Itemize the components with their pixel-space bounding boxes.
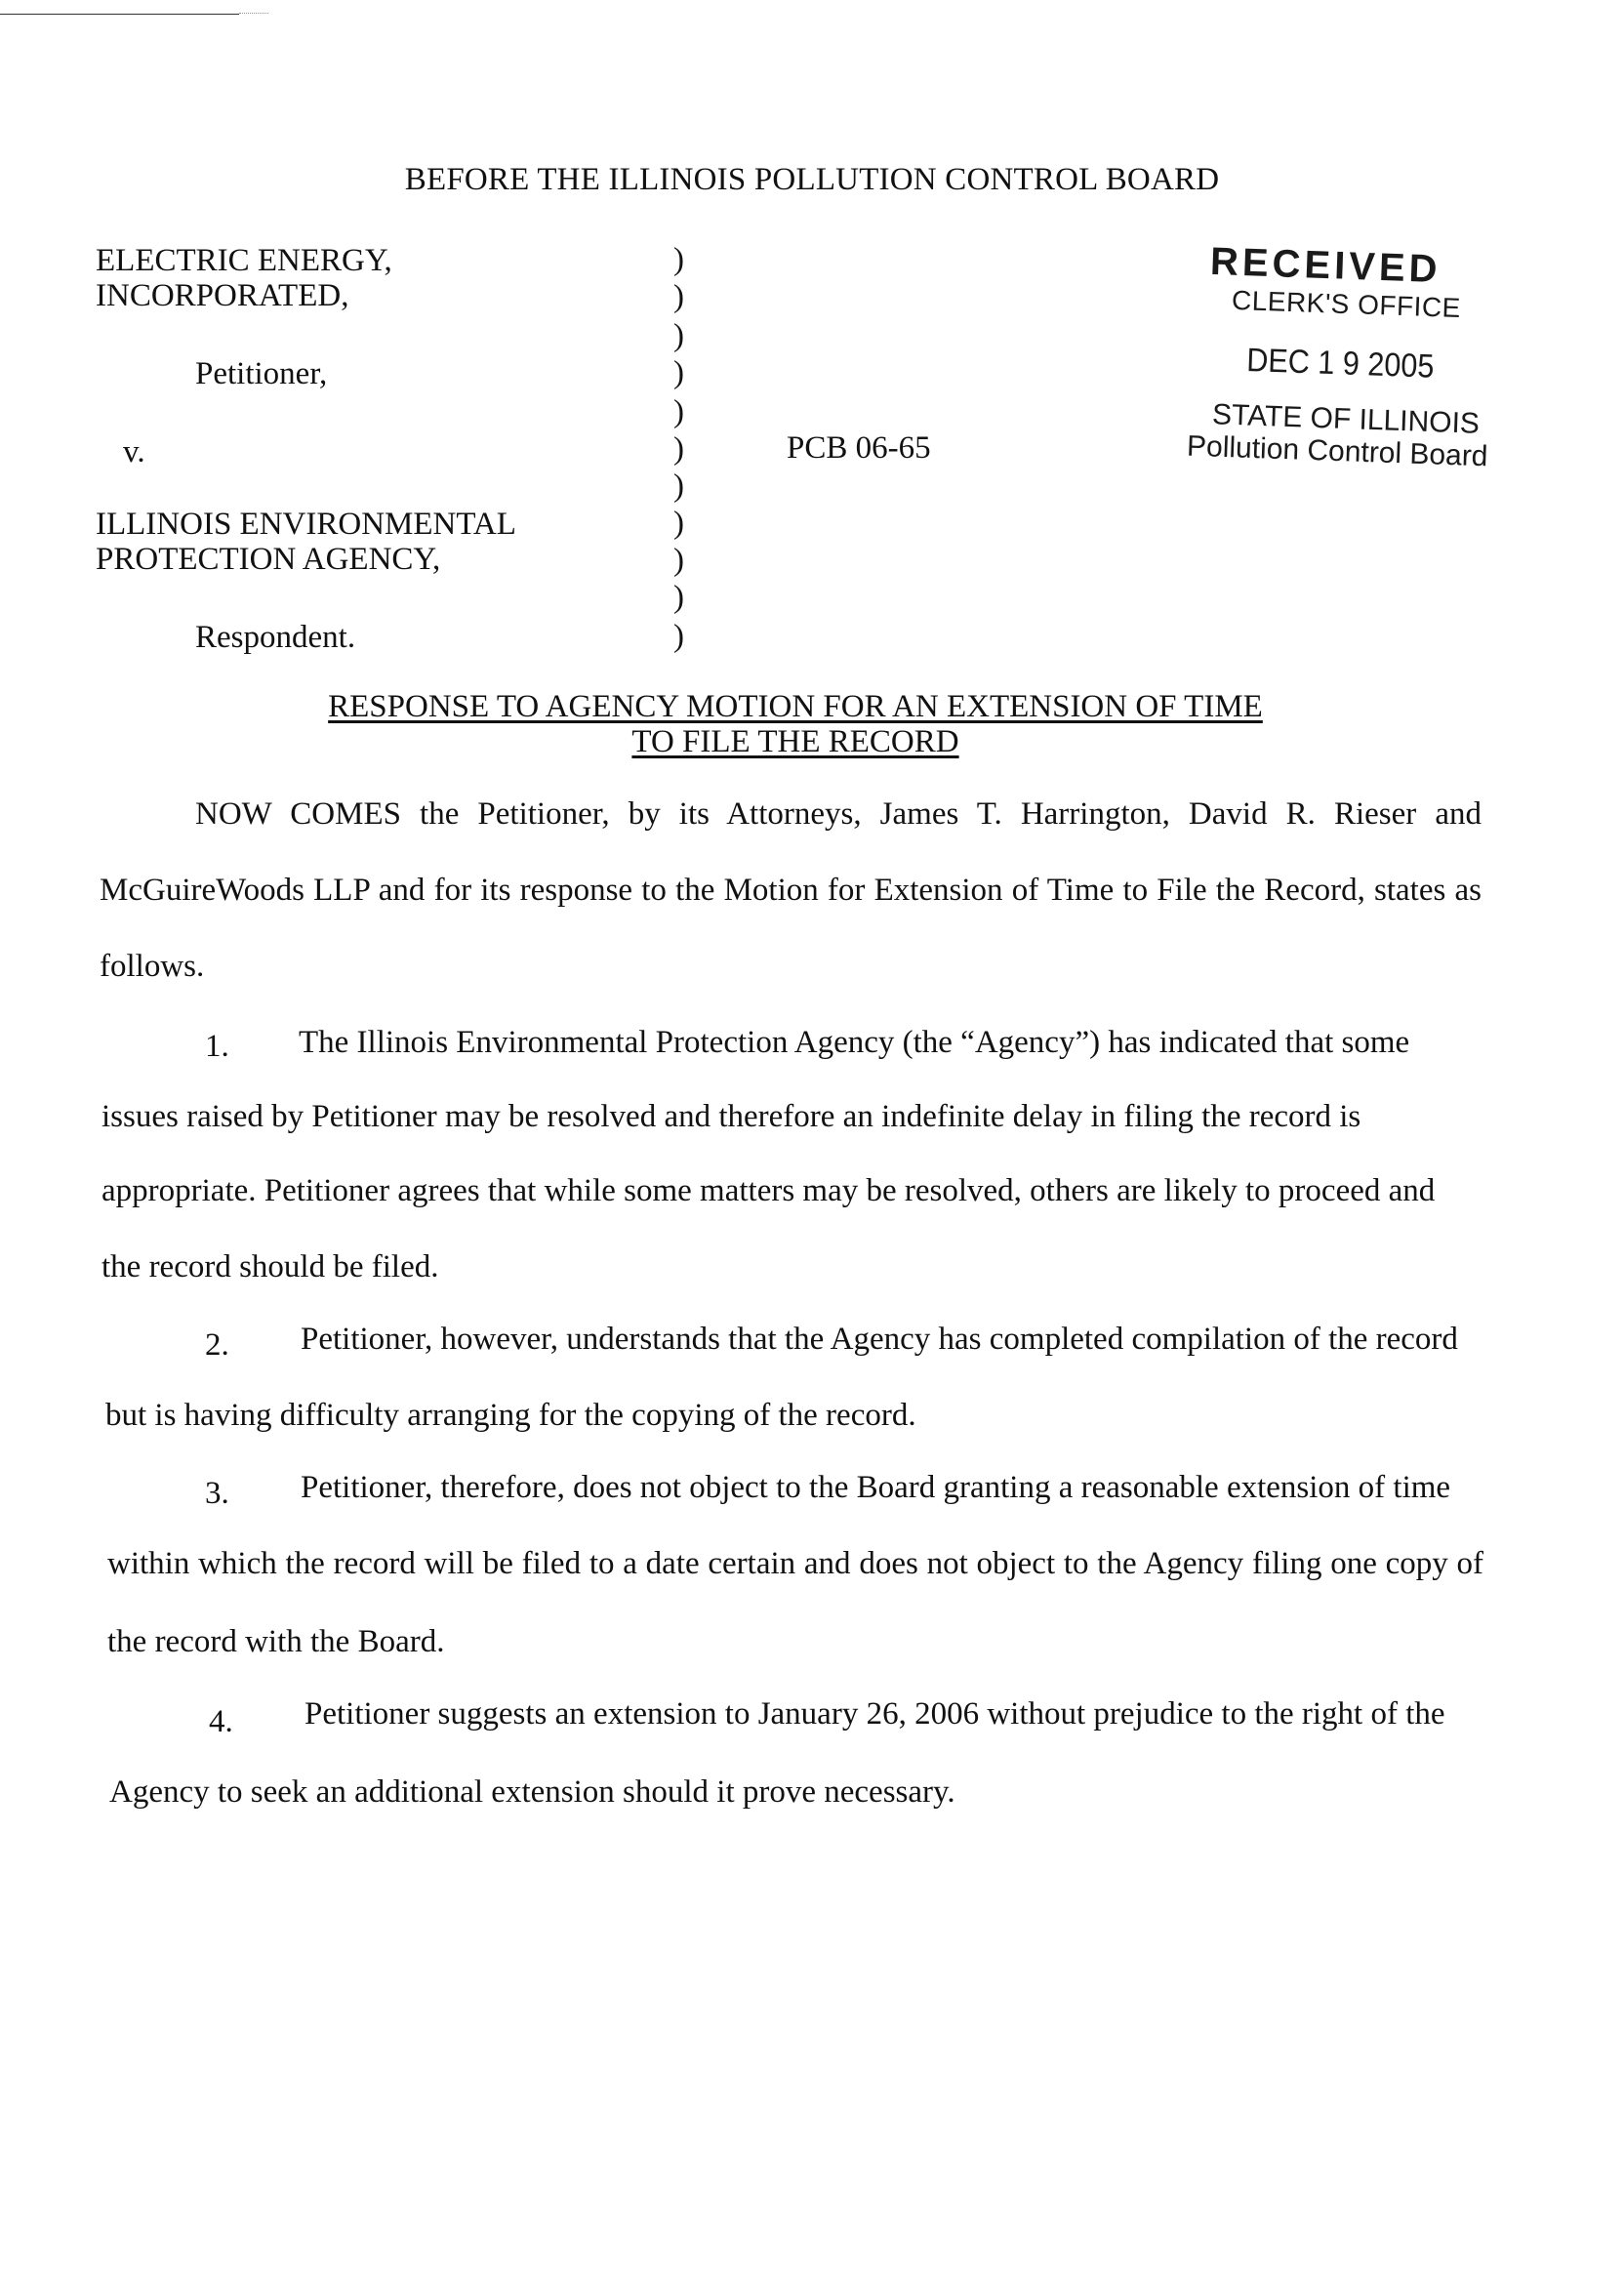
intro-line: follows. [100, 949, 205, 984]
caption-paren: ) [673, 469, 684, 504]
intro-line: NOW COMES the Petitioner, by its Attorneys, James T. Harrington, David R. Rieser and [195, 796, 1482, 832]
caption-paren: ) [673, 580, 684, 615]
paragraph-number: 4. [209, 1704, 233, 1739]
paragraph-line: but is having difficulty arranging for the copying of the record. [105, 1398, 916, 1433]
respondent-role: Respondent. [195, 620, 356, 655]
stamp-board: Pollution Control Board [1186, 429, 1489, 473]
paragraph-line: appropriate. Petitioner agrees that while some matters may be resolved, others are likely to proceed and [102, 1173, 1436, 1208]
paragraph-number: 1. [205, 1029, 229, 1064]
caption-paren: ) [673, 431, 684, 467]
scan-artifact-tail [239, 13, 268, 14]
stamp-received: RECEIVED [1209, 239, 1442, 292]
petitioner-role: Petitioner, [195, 356, 328, 391]
caption-paren: ) [673, 394, 684, 429]
document-title-line1: RESPONSE TO AGENCY MOTION FOR AN EXTENSION OF TIME [328, 689, 1263, 724]
caption-paren: ) [673, 619, 684, 654]
caption-paren: ) [673, 543, 684, 578]
case-number: PCB 06-65 [787, 430, 931, 466]
paragraph-number: 3. [205, 1476, 229, 1511]
versus: v. [123, 434, 145, 469]
caption-paren: ) [673, 279, 684, 314]
caption-paren: ) [673, 318, 684, 353]
caption-paren: ) [673, 355, 684, 390]
stamp-clerks-office: CLERK'S OFFICE [1231, 284, 1462, 324]
court-heading: BEFORE THE ILLINOIS POLLUTION CONTROL BOARD [404, 162, 1220, 197]
stamp-state: STATE OF ILLINOIS [1211, 398, 1481, 440]
paragraph-line: Petitioner, therefore, does not object to the Board granting a reasonable extension of time [301, 1470, 1451, 1505]
paragraph-line: within which the record will be filed to a date certain and does not object to the Agency filing one copy of [107, 1546, 1483, 1581]
petitioner-name-line2: INCORPORATED, [96, 278, 349, 313]
paragraph-line: The Illinois Environmental Protection Agency (the “Agency”) has indicated that some [299, 1025, 1410, 1060]
respondent-name-line2: PROTECTION AGENCY, [96, 542, 441, 577]
caption-paren: ) [673, 242, 684, 277]
petitioner-name-line1: ELECTRIC ENERGY, [96, 243, 392, 278]
paragraph-line: the record should be filed. [102, 1249, 439, 1284]
received-stamp [1152, 239, 1522, 478]
paragraph-line: Agency to seek an additional extension should it prove necessary. [109, 1774, 955, 1810]
respondent-name-line1: ILLINOIS ENVIRONMENTAL [96, 507, 516, 542]
paragraph-line: issues raised by Petitioner may be resolved and therefore an indefinite delay in filing the record is [102, 1099, 1361, 1134]
paragraph-line: Petitioner suggests an extension to January 26, 2006 without prejudice to the right of the [304, 1696, 1445, 1732]
caption-paren: ) [673, 506, 684, 541]
paragraph-line: Petitioner, however, understands that the Agency has completed compilation of the record [301, 1322, 1458, 1357]
paragraph-line: the record with the Board. [107, 1624, 445, 1659]
intro-line: McGuireWoods LLP and for its response to the Motion for Extension of Time to File the Record, states as [100, 873, 1482, 908]
stamp-date: DEC 1 9 2005 [1245, 342, 1436, 386]
paragraph-number: 2. [205, 1327, 229, 1363]
document-title-line2: TO FILE THE RECORD [631, 724, 959, 759]
scan-artifact-line [0, 14, 239, 15]
